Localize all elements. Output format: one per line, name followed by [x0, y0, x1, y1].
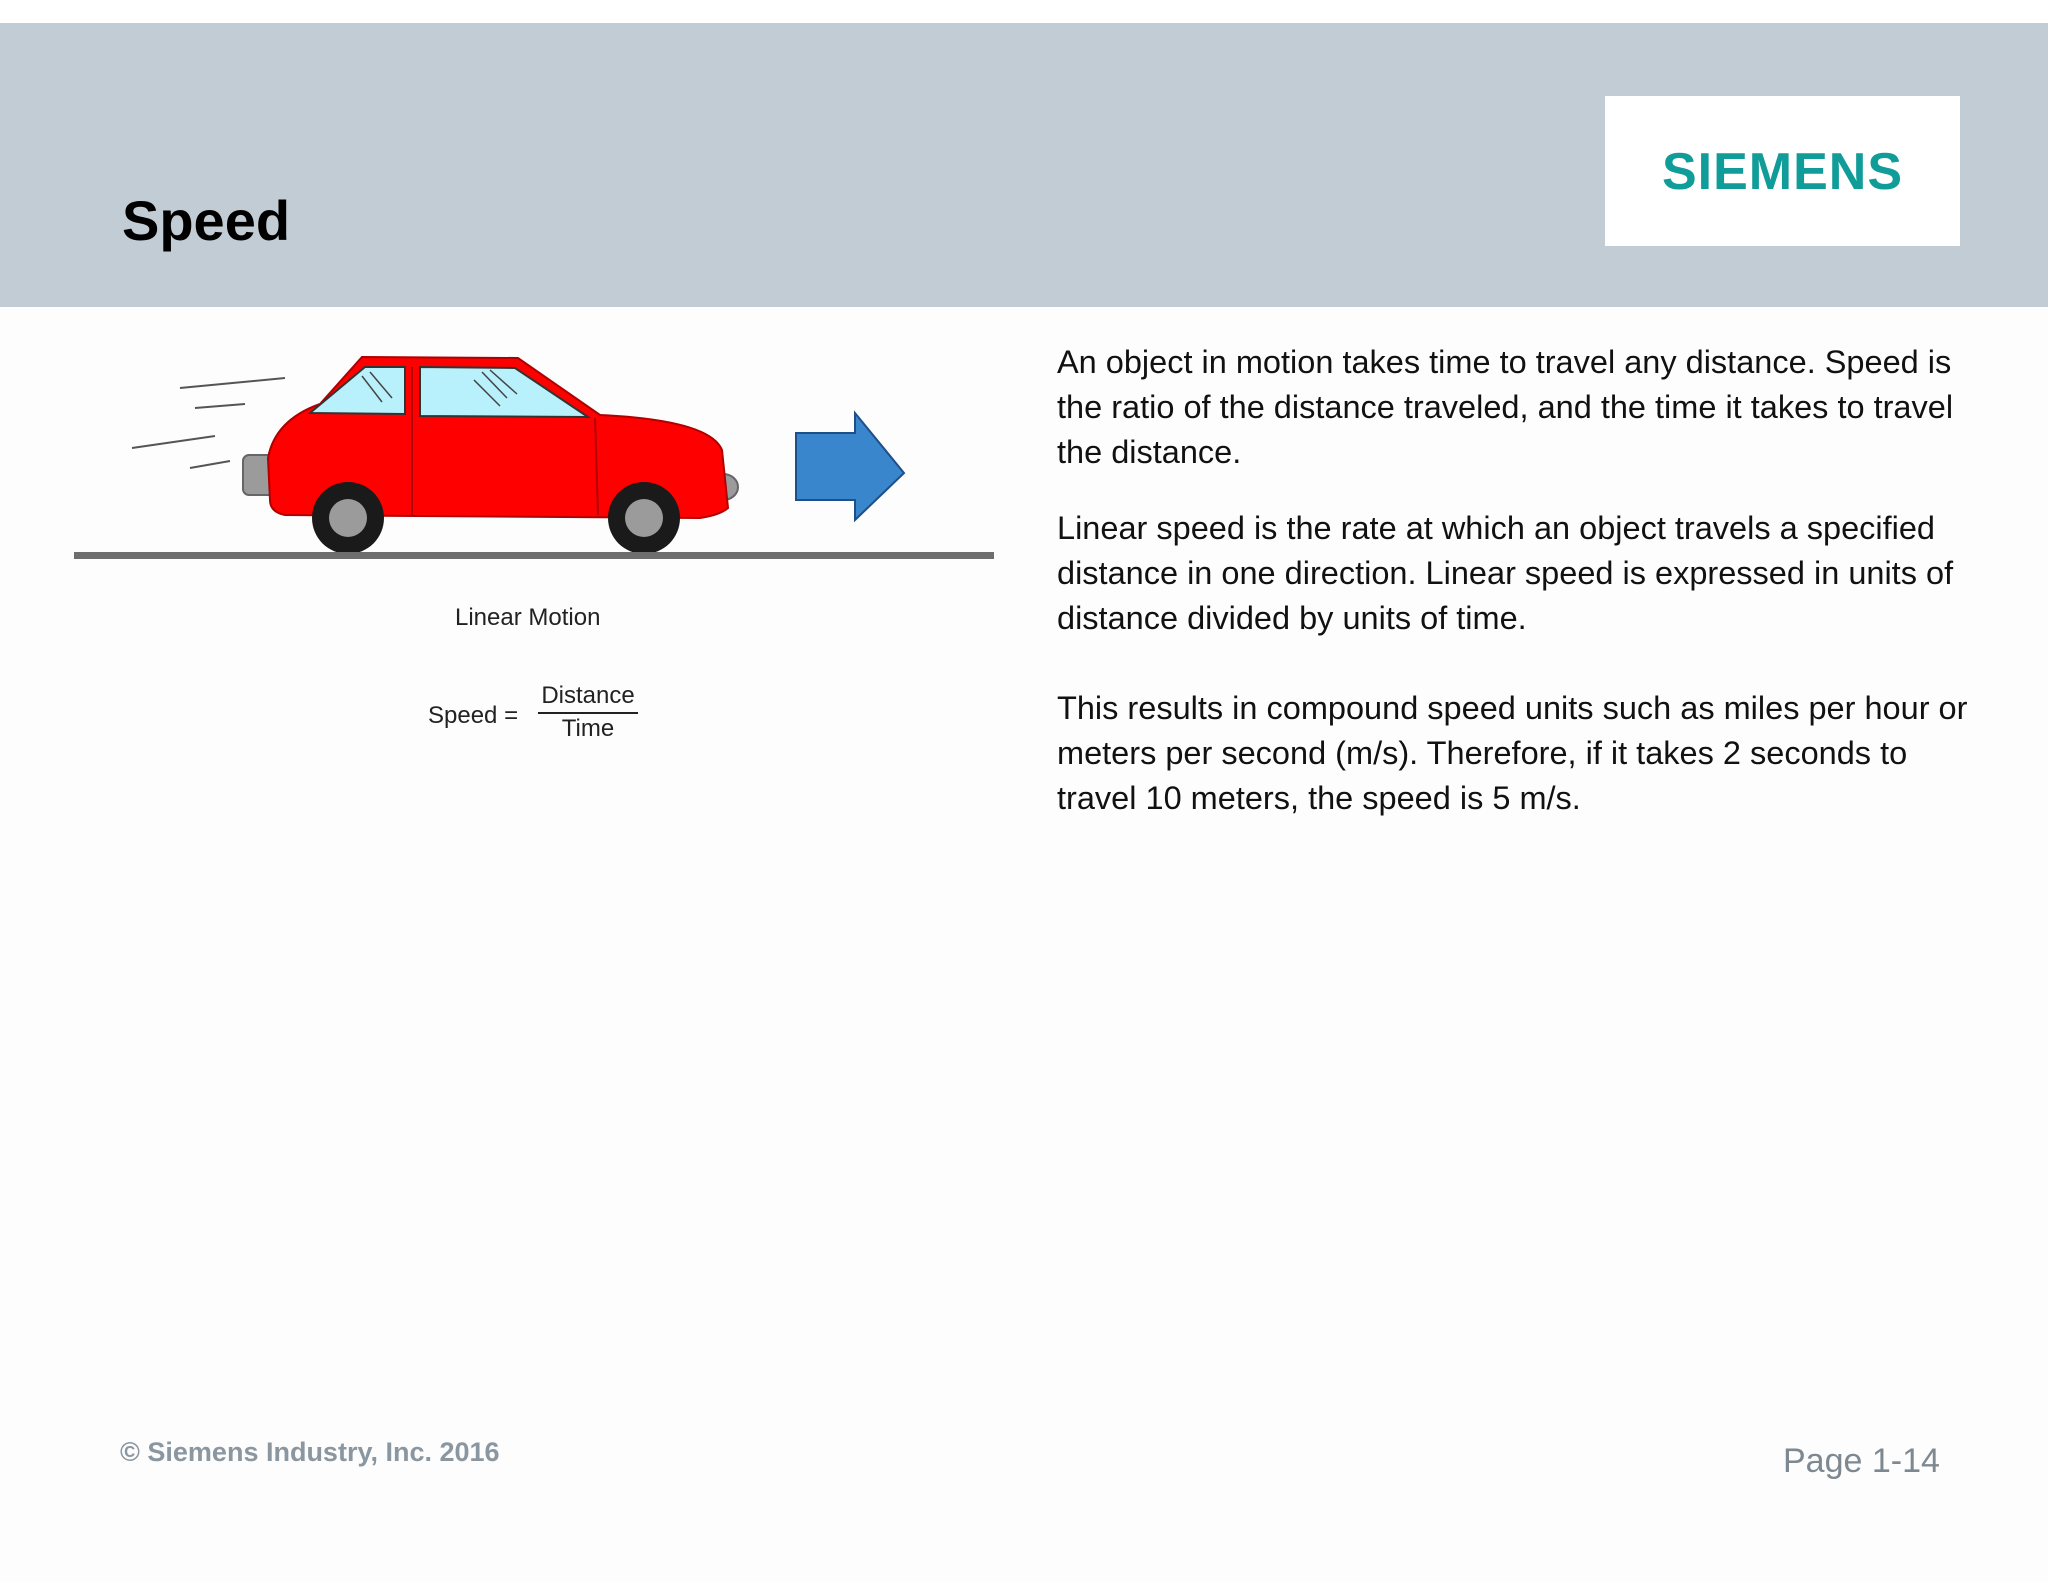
siemens-logo — [1605, 96, 1960, 246]
speed-formula — [428, 682, 728, 752]
paragraph-2: Linear speed is the rate at which an object travels a specified distance in one direction. Linear speed is expressed in units of distance divided by units of time. — [1057, 510, 1954, 636]
linear-motion-figure — [70, 340, 1000, 770]
top-strip — [0, 0, 2048, 23]
footer-copyright: © Siemens Industry, Inc. 2016 — [120, 1437, 500, 1467]
paragraph-1: An object in motion takes time to travel any distance. Speed is the ratio of the distance traveled, and the time it takes to travel the distance. — [1057, 344, 1954, 470]
formula-numerator: Distance — [541, 682, 635, 709]
logo-text: SIEMENS — [1661, 143, 1904, 201]
page-title: Speed — [122, 189, 291, 252]
road-line — [74, 552, 994, 559]
right-arrow-icon — [796, 413, 904, 520]
fraction-bar — [538, 712, 638, 714]
car-illustration — [70, 340, 1000, 570]
formula-fraction — [538, 682, 638, 743]
paragraph-3: This results in compound speed units such as miles per hour or meters per second (m/s). Therefore, if it takes 2 seconds to travel 10 meters, the speed is 5 m/s. — [1057, 690, 1968, 816]
figure-caption: Linear Motion — [455, 604, 601, 631]
formula-left: Speed = — [428, 702, 519, 729]
page-number: Page 1-14 — [1783, 1442, 1940, 1480]
formula-denominator: Time — [561, 715, 615, 742]
car-icon — [243, 357, 738, 554]
